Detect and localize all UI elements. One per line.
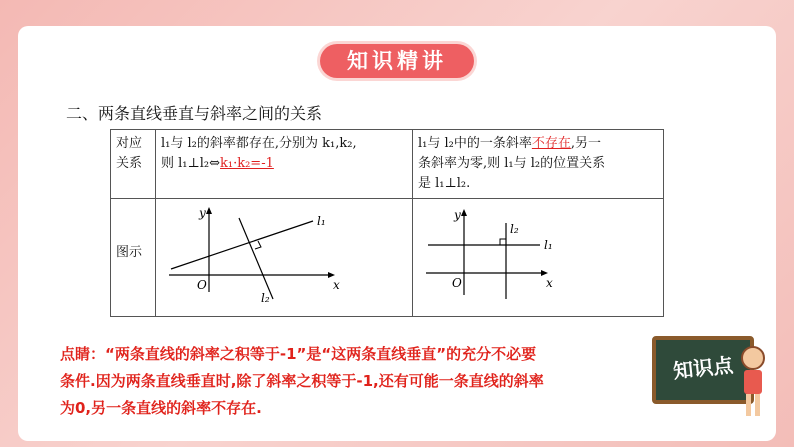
label-line: 对应 — [116, 136, 143, 151]
note-line: 点睛：“两条直线的斜率之积等于-1”是“这两条直线垂直”的充分不必要 — [60, 345, 537, 363]
y-label: y — [454, 208, 461, 222]
row-label-correspondence — [111, 130, 156, 199]
line-l2 — [239, 218, 273, 299]
note-line: 为0,另一条直线的斜率不存在. — [60, 399, 262, 417]
page-title: 知识精讲 — [320, 44, 474, 78]
y-axis-arrow — [206, 207, 212, 214]
badge-text: 知识点 — [672, 352, 735, 384]
student-icon — [738, 344, 768, 424]
key-condition: 不存在 — [531, 136, 571, 151]
cell-both-slopes — [156, 130, 413, 199]
y-label: y — [199, 206, 206, 220]
row-label-figure — [111, 199, 156, 317]
x-label: x — [546, 276, 553, 290]
relation-table — [110, 129, 664, 317]
key-point-note — [60, 341, 640, 422]
figure-left — [161, 203, 407, 305]
key-condition: k₁·k₂=-1 — [220, 156, 274, 171]
figure-right-cell — [413, 199, 664, 317]
cell-text-part: l₁与 l₂中的一条斜率 — [418, 136, 532, 151]
cell-text — [418, 134, 658, 154]
l1-label: l₁ — [544, 238, 553, 252]
table-row — [111, 199, 664, 317]
cell-one-slope-undefined — [413, 130, 664, 199]
table-row — [111, 130, 664, 199]
section-heading: 二、两条直线垂直与斜率之间的关系 — [66, 104, 323, 123]
figure-left-cell — [156, 199, 413, 317]
l1-label: l₁ — [317, 214, 326, 228]
line-l1 — [171, 221, 313, 269]
note-line: 条件.因为两条直线垂直时,除了斜率之积等于-1,还有可能一条直线的斜率 — [60, 372, 544, 390]
l2-label: l₂ — [261, 291, 270, 305]
cell-text: 是 l₁⊥l₂. — [418, 176, 471, 191]
origin-label: O — [197, 278, 207, 292]
cell-text: 条斜率为零,则 l₁与 l₂的位置关系 — [418, 156, 606, 171]
figure-right — [418, 203, 658, 305]
cell-text-part: ,另一 — [570, 136, 602, 151]
cell-text-part: 则 l₁⊥l₂⇔ — [161, 156, 220, 171]
right-angle-mark — [255, 241, 261, 249]
cell-text — [161, 154, 407, 174]
l2-label: l₂ — [510, 222, 519, 236]
x-label: x — [333, 278, 340, 292]
right-angle-mark — [500, 239, 506, 245]
cell-text: l₁与 l₂的斜率都存在,分别为 k₁,k₂, — [161, 136, 357, 151]
label-line: 关系 — [116, 156, 143, 171]
knowledge-point-badge — [652, 322, 772, 437]
label-line: 图示 — [116, 245, 143, 260]
y-axis-arrow — [461, 209, 467, 216]
origin-label: O — [452, 276, 462, 290]
